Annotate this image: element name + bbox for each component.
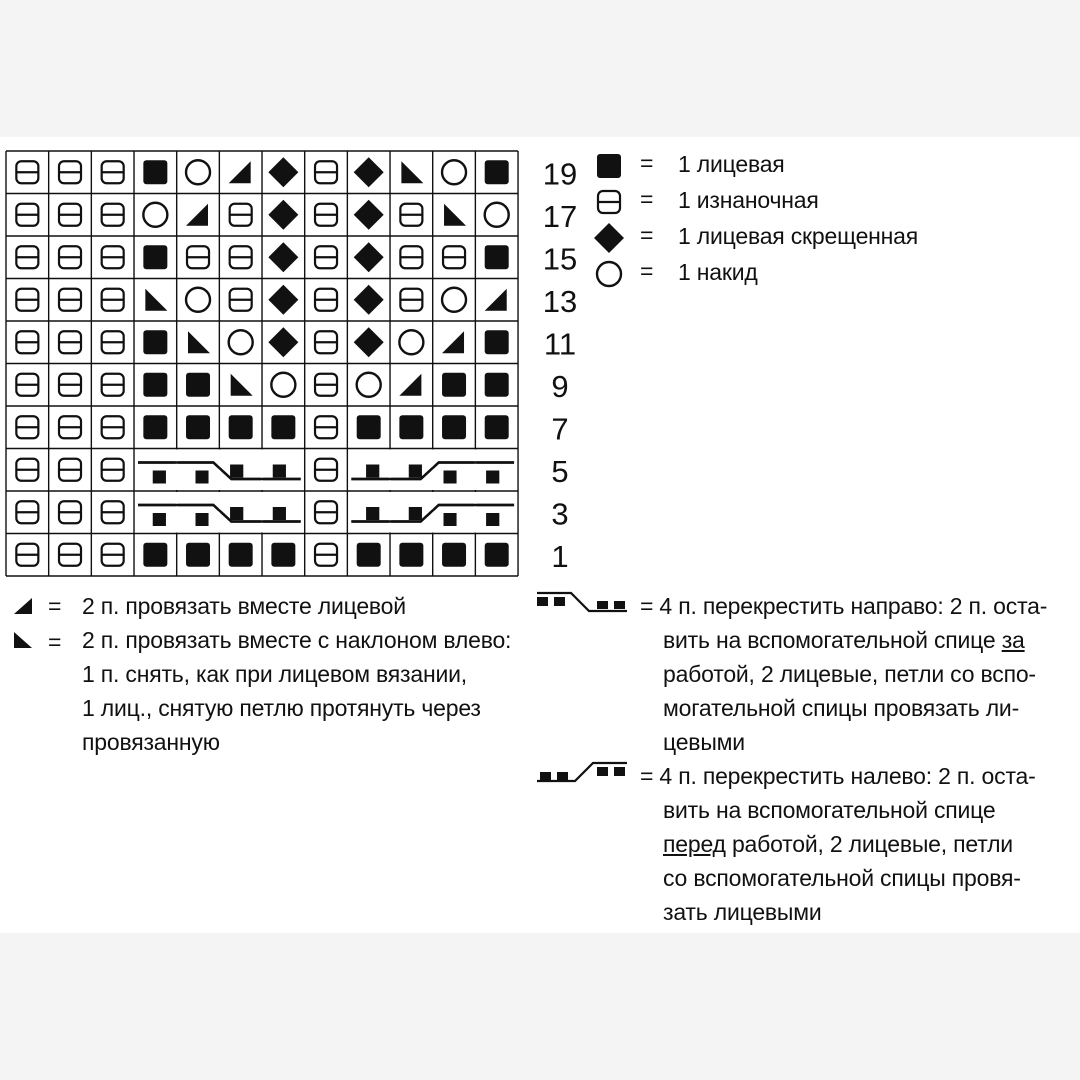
legend-ssk-icon: [14, 632, 32, 648]
chart-cell-ktbl: [268, 285, 298, 315]
chart-cell-p: [315, 501, 337, 523]
chart-cell-k: [143, 373, 167, 397]
chart-cell-yo: [399, 330, 423, 354]
chart-cell-p: [59, 204, 81, 226]
chart-cell-p: [102, 416, 124, 438]
chart-cell-k: [271, 543, 295, 567]
chart-cell-p: [315, 416, 337, 438]
row-number: 9: [551, 368, 569, 404]
chart-canvas: [0, 137, 1080, 933]
legend-knit-icon: [597, 154, 621, 178]
chart-cell-p: [102, 374, 124, 396]
legend-cable-right-line-4: могательной спицы провязать ли-: [663, 695, 1020, 721]
chart-cell-p: [59, 374, 81, 396]
chart-cell-p: [315, 246, 337, 268]
chart-cell-yo: [186, 288, 210, 312]
legend-yo-label: 1 накид: [678, 259, 758, 285]
chart-cell-ktbl: [354, 200, 384, 230]
chart-cell-k: [186, 543, 210, 567]
chart-cell-k: [485, 160, 509, 184]
chart-cell-k: [229, 543, 253, 567]
legend-cable-left-icon: [537, 763, 627, 781]
chart-cell-k: [399, 415, 423, 439]
chart-cell-p: [315, 459, 337, 481]
chart-cell-p: [400, 204, 422, 226]
legend-cable-left-line-5: зать лицевыми: [663, 899, 822, 925]
legend-cable-right-line-5: цевыми: [663, 729, 745, 755]
chart-cell-p: [59, 331, 81, 353]
row-number: 19: [542, 156, 578, 192]
chart-cell-p: [59, 501, 81, 523]
row-number: 7: [551, 411, 569, 447]
chart-cell-yo: [186, 160, 210, 184]
chart-cell-k2tog: [442, 331, 464, 353]
chart-cell-p: [102, 544, 124, 566]
chart-cell-p: [59, 416, 81, 438]
chart-cell-k: [271, 415, 295, 439]
chart-cell-k: [186, 373, 210, 397]
chart-grid: [6, 151, 518, 576]
chart-cell-p: [102, 331, 124, 353]
chart-cell-k: [485, 543, 509, 567]
chart-cell-yo: [442, 288, 466, 312]
chart-cell-yo: [485, 203, 509, 227]
chart-cell-ktbl: [268, 242, 298, 272]
chart-cell-k: [229, 415, 253, 439]
chart-cell-ssk: [231, 374, 253, 396]
legend-cable-left-line-3: перед работой, 2 лицевые, петли: [663, 831, 1013, 857]
chart-cell-ktbl: [268, 327, 298, 357]
chart-cell-k: [357, 543, 381, 567]
chart-cell-p: [443, 246, 465, 268]
chart-cell-p: [16, 501, 38, 523]
chart-cell-p: [16, 331, 38, 353]
chart-cell-p: [230, 204, 252, 226]
legend-purl-icon: [598, 191, 620, 213]
chart-cell-p: [16, 374, 38, 396]
chart-cell-p: [16, 161, 38, 183]
chart-cell-p: [59, 544, 81, 566]
chart-cell-p: [102, 161, 124, 183]
chart-cell-p: [230, 289, 252, 311]
legend-ktbl-label: 1 лицевая скрещенная: [678, 223, 919, 249]
chart-grid-lines: [6, 151, 518, 576]
chart-cell-p: [16, 416, 38, 438]
legend-ssk-line-2: 1 п. снять, как при лицевом вязании,: [82, 661, 467, 687]
chart-cell-ktbl: [354, 285, 384, 315]
chart-cell-p: [16, 459, 38, 481]
chart-cell-p: [315, 374, 337, 396]
chart-cell-ssk: [145, 289, 167, 311]
legend-eq-ktbl: =: [640, 222, 654, 248]
chart-cell-k: [442, 373, 466, 397]
legend-cable-right-icon: [537, 593, 627, 611]
chart-cell-k: [357, 415, 381, 439]
legend-ssk-line-3: 1 лиц., снятую петлю протянуть через: [82, 695, 481, 721]
chart-cell-p: [59, 459, 81, 481]
legend-ssk-line-4: провязанную: [82, 729, 220, 755]
row-number: 3: [551, 496, 569, 532]
chart-cell-p: [16, 246, 38, 268]
chart-cell-k: [485, 245, 509, 269]
chart-cell-k2tog: [399, 374, 421, 396]
chart-cell-p: [102, 289, 124, 311]
chart-cell-p: [187, 246, 209, 268]
chart-cell-p: [315, 289, 337, 311]
row-numbers: [543, 156, 577, 574]
chart-cell-k: [143, 415, 167, 439]
chart-cell-ktbl: [268, 200, 298, 230]
chart-cell-yo: [143, 203, 167, 227]
chart-cell-k: [143, 245, 167, 269]
chart-cell-p: [16, 544, 38, 566]
legend-eq-ssk: =: [48, 629, 62, 655]
row-number: 17: [542, 198, 578, 234]
row-number: 15: [542, 241, 578, 277]
chart-cell-ktbl: [354, 242, 384, 272]
chart-cell-p: [102, 246, 124, 268]
chart-cell-ssk: [188, 331, 210, 353]
chart-cell-p: [102, 459, 124, 481]
legend-eq-k2tog: =: [48, 593, 62, 619]
chart-cell-p: [16, 289, 38, 311]
chart-cell-p: [59, 289, 81, 311]
chart-cell-k: [143, 160, 167, 184]
legend-ssk-line-1: 2 п. провязать вместе с наклоном влево:: [82, 627, 512, 653]
legend-cable-right-line-1: = 4 п. перекрестить направо: 2 п. оста-: [640, 593, 1048, 619]
chart-cell-p: [230, 246, 252, 268]
legend-knit-label: 1 лицевая: [678, 151, 785, 177]
legend-eq-yo: =: [640, 258, 654, 284]
chart-cell-ktbl: [354, 327, 384, 357]
chart-cell-k: [143, 330, 167, 354]
legend-ktbl-icon: [594, 223, 624, 253]
row-number: 13: [542, 283, 578, 319]
legend-eq-knit: =: [640, 150, 654, 176]
chart-cell-k2tog: [485, 289, 507, 311]
chart-cell-p: [59, 161, 81, 183]
chart-cell-p: [102, 204, 124, 226]
chart-cell-k: [143, 543, 167, 567]
chart-cell-yo: [271, 373, 295, 397]
chart-cell-k: [399, 543, 423, 567]
legend-cable-left-line-1: = 4 п. перекрестить налево: 2 п. оста-: [640, 763, 1036, 789]
legend-cable-right-line-3: работой, 2 лицевые, петли со вспо-: [663, 661, 1036, 687]
chart-cell-p: [315, 161, 337, 183]
legend-purl-label: 1 изнаночная: [678, 187, 819, 213]
chart-cell-p: [400, 246, 422, 268]
chart-cell-ssk: [444, 204, 466, 226]
chart-cell-p: [16, 204, 38, 226]
chart-cell-p: [400, 289, 422, 311]
chart-cell-p: [315, 331, 337, 353]
chart-cell-k: [485, 415, 509, 439]
chart-cell-p: [102, 501, 124, 523]
legend-cable-right-line-2: вить на вспомогательной спице за: [663, 627, 1025, 653]
chart-cell-ktbl: [268, 157, 298, 187]
row-number: 11: [543, 326, 577, 362]
legend-k2tog-label: 2 п. провязать вместе лицевой: [82, 593, 406, 619]
chart-cell-ssk: [401, 161, 423, 183]
legend-cable-left-line-2: вить на вспомогательной спице: [663, 797, 996, 823]
chart-cell-k: [485, 373, 509, 397]
chart-cell-ktbl: [354, 157, 384, 187]
chart-cell-yo: [229, 330, 253, 354]
legend-cable-left-line-4: со вспомогательной спицы провя-: [663, 865, 1021, 891]
chart-cell-p: [315, 204, 337, 226]
chart-cell-k: [485, 330, 509, 354]
row-number: 1: [551, 538, 569, 574]
chart-cell-k2tog: [186, 204, 208, 226]
chart-cell-k: [442, 415, 466, 439]
chart-cell-k: [186, 415, 210, 439]
chart-cell-k2tog: [229, 161, 251, 183]
chart-cell-k: [442, 543, 466, 567]
legend-eq-purl: =: [640, 186, 654, 212]
chart-cell-p: [59, 246, 81, 268]
legend-yo-icon: [597, 262, 621, 286]
chart-cell-p: [315, 544, 337, 566]
chart-cell-yo: [442, 160, 466, 184]
chart-cell-yo: [357, 373, 381, 397]
row-number: 5: [551, 453, 569, 489]
legend-k2tog-icon: [14, 598, 32, 614]
